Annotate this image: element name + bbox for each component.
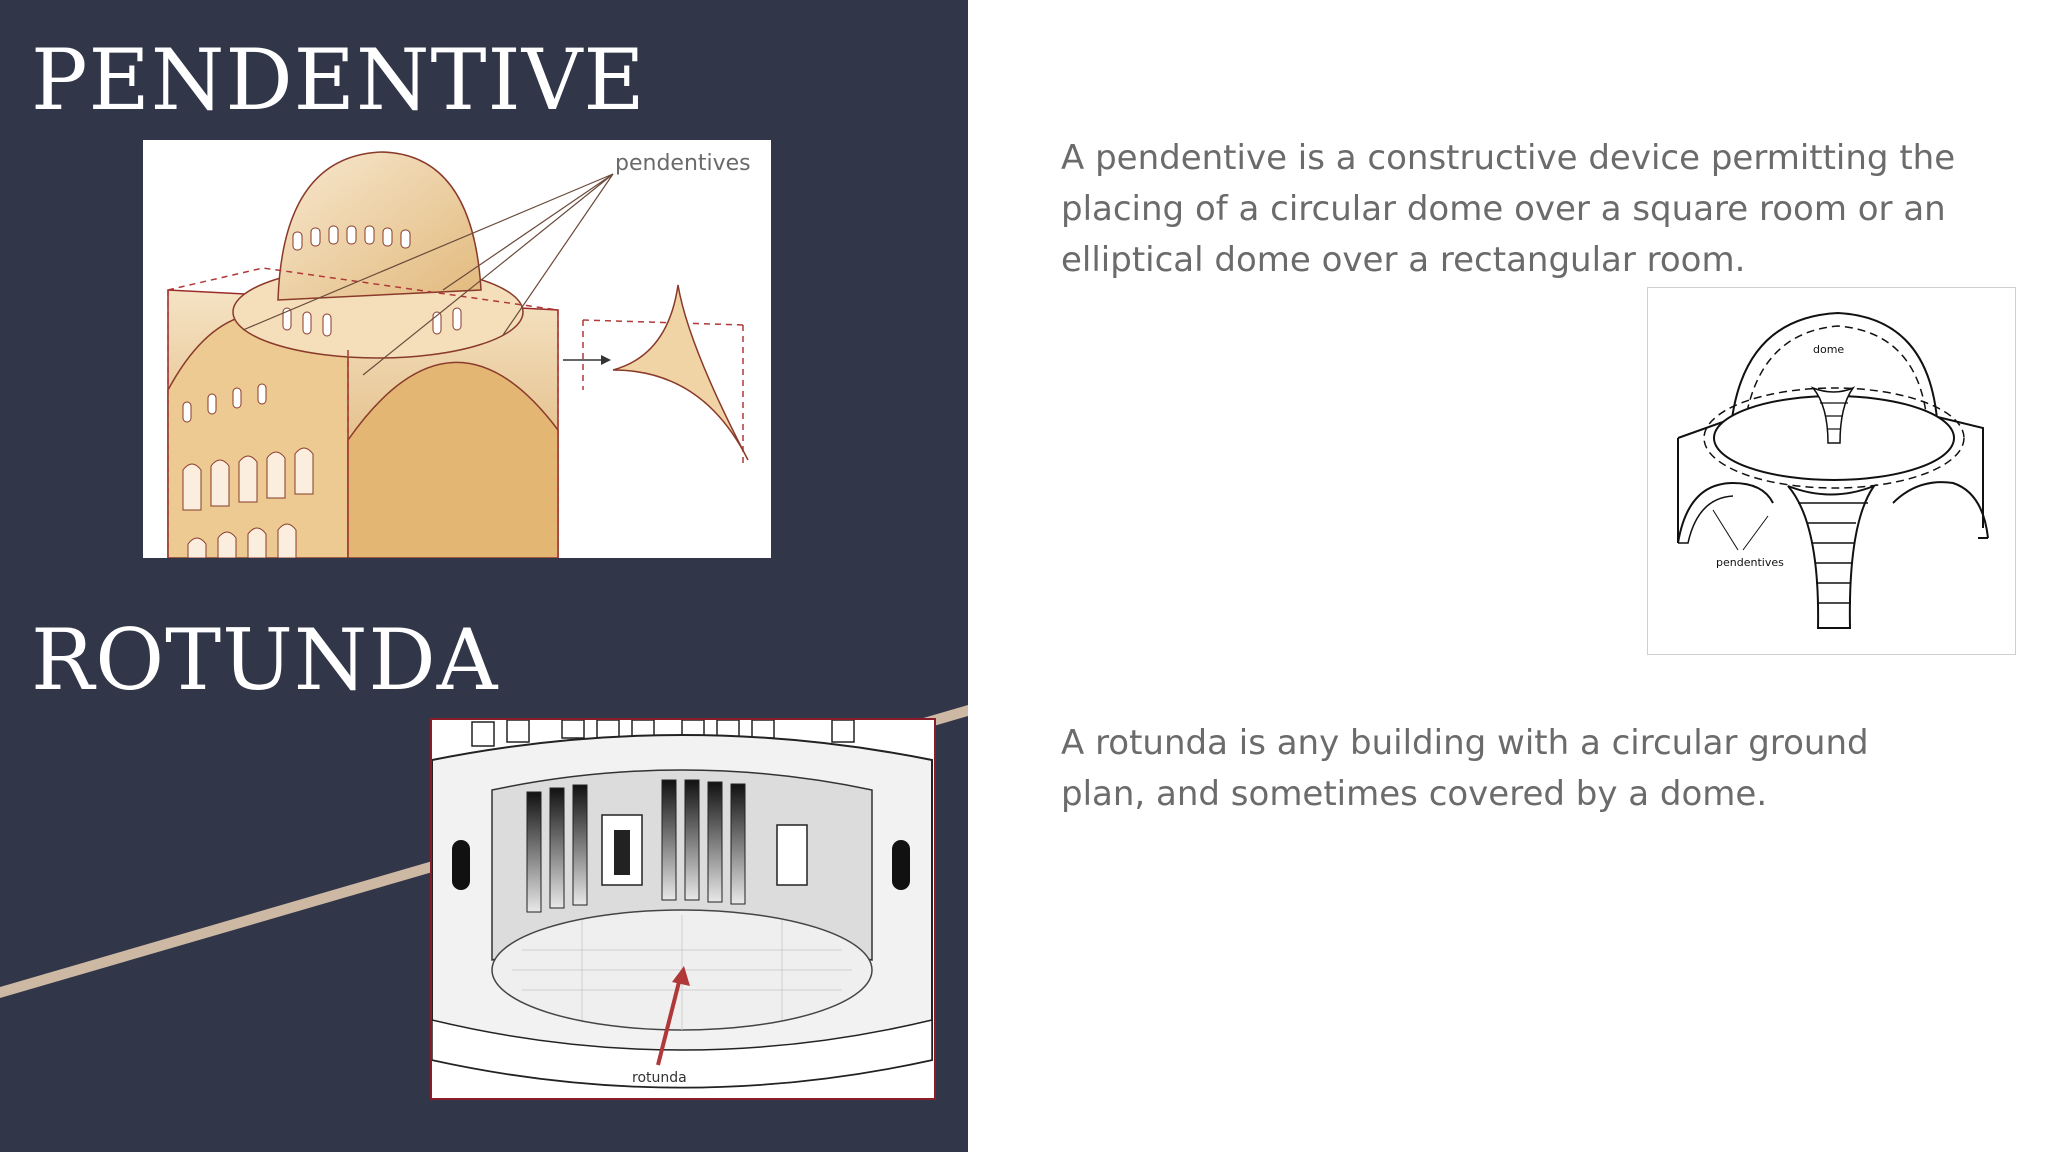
dome-label: dome (1813, 343, 1845, 356)
pendentive-heading: PENDENTIVE (31, 31, 646, 129)
pendentive-description: A pendentive is a constructive device permitting the placing of a circular dome over a square room or an elliptical dome over a rectangular room. (1061, 138, 1956, 280)
pendentives-diagram-label: pendentives (1716, 556, 1784, 569)
left-panel (0, 0, 968, 1152)
rotunda-figure-label: rotunda (632, 1070, 687, 1086)
rotunda-heading: ROTUNDA (31, 611, 499, 709)
rotunda-description: A rotunda is any building with a circular ground plan, and sometimes covered by a dome. (1061, 723, 1869, 814)
dome-pendentive-diagram (1647, 287, 2016, 655)
pendentives-figure-label: pendentives (615, 151, 751, 176)
pendentive-illustration (143, 140, 771, 558)
rotunda-illustration (430, 718, 936, 1100)
